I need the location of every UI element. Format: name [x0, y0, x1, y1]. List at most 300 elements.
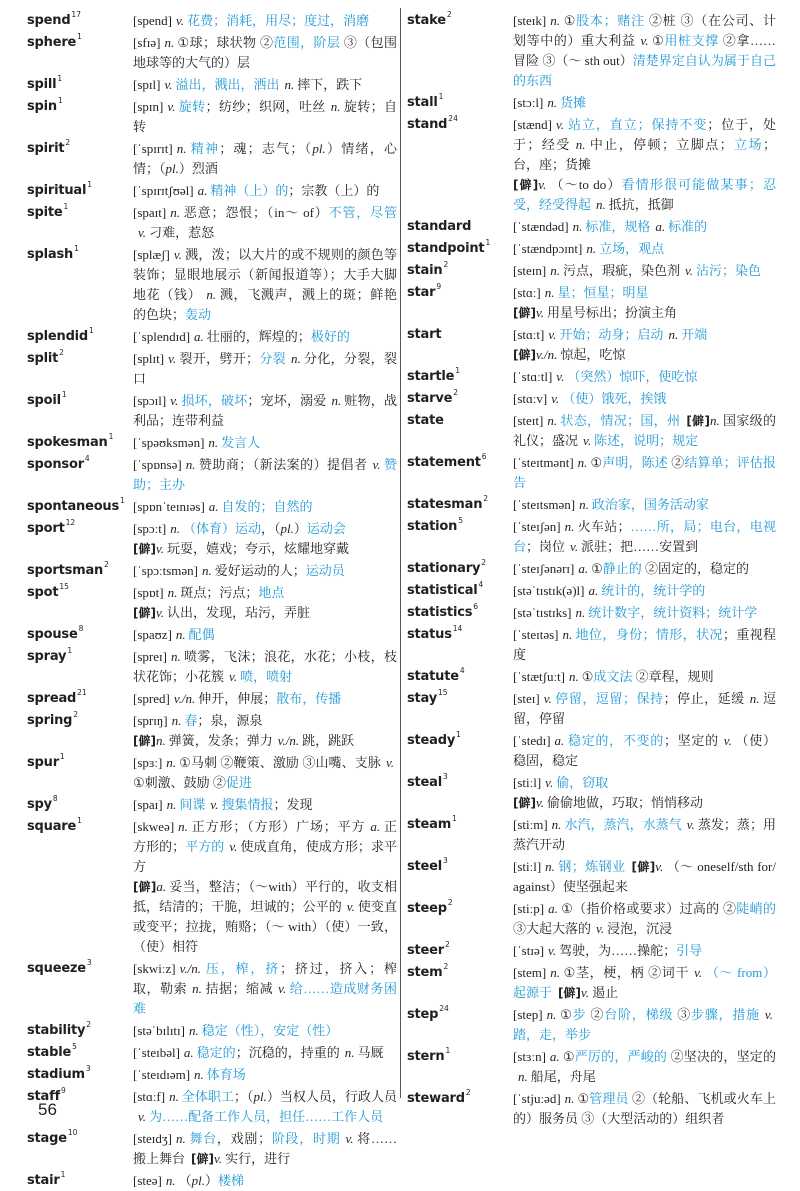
- highlighted-definition: 步: [572, 1007, 587, 1022]
- sense-line: [133, 959, 397, 1019]
- definition-text: 分化，分裂，裂口: [133, 351, 397, 386]
- headword: stay: [407, 691, 437, 706]
- frequency-count: 1: [108, 432, 114, 441]
- part-of-speech: n.: [170, 205, 180, 220]
- headword-cell: [407, 1047, 513, 1067]
- headword-cell: [407, 857, 513, 877]
- headword: steady: [407, 733, 456, 748]
- definition-text: （～to do）: [549, 177, 622, 192]
- part-of-speech: v.: [155, 541, 165, 556]
- phonetic: [stəˈtɪstɪk(ə)l]: [513, 583, 585, 598]
- part-of-speech: a.: [156, 879, 167, 894]
- definition-text: 喷雾，飞沫；浪花，水花；小枝，枝状花饰；小花簇: [133, 649, 397, 684]
- dictionary-entry: [407, 11, 776, 91]
- headword: spokesman: [27, 435, 108, 450]
- frequency-count: 6: [473, 602, 479, 611]
- headword-cell: [27, 753, 133, 773]
- highlighted-definition: 地位，身份；情形，状况: [575, 627, 723, 642]
- frequency-count: 1: [60, 1170, 66, 1179]
- phonetic: [ˈstætʃuːt]: [513, 669, 565, 684]
- highlighted-definition: 结算单；评估报告: [513, 455, 776, 490]
- part-of-speech: n.: [175, 627, 186, 642]
- headword-cell: [27, 75, 133, 95]
- headword: spin: [27, 99, 57, 114]
- headword-cell: [407, 367, 513, 387]
- headword-cell: [407, 559, 513, 579]
- frequency-count: 10: [67, 1128, 78, 1137]
- headword: sphere: [27, 35, 77, 50]
- part-of-speech: v.: [538, 177, 547, 192]
- headword-cell: [407, 689, 513, 709]
- definition-cell: [133, 519, 397, 559]
- headword-cell: [27, 689, 133, 709]
- definition-cell: [513, 559, 776, 579]
- definition-text: ）当权人员，行政人员: [266, 1089, 397, 1104]
- frequency-count: 4: [478, 580, 484, 589]
- frequency-count: 1: [89, 326, 94, 335]
- headword: sponsor: [27, 457, 84, 472]
- definition-text: （使）稳固，稳定: [513, 733, 776, 768]
- phonetic: [spɜː]: [133, 755, 163, 770]
- sense-line: [133, 391, 397, 431]
- headword-cell: [27, 625, 133, 645]
- headword: spoil: [27, 393, 61, 408]
- part-of-speech: a.: [655, 219, 666, 234]
- frequency-count: 3: [85, 1064, 91, 1073]
- sense-line: [133, 877, 397, 957]
- definition-cell: [133, 245, 397, 325]
- dictionary-entry: [27, 97, 397, 137]
- definition-text: 船尾，舟尾: [530, 1069, 596, 1084]
- headword-cell: [407, 93, 513, 113]
- headword-cell: [27, 561, 133, 581]
- headword-cell: [407, 1089, 513, 1109]
- definition-text: ；坚定的: [663, 733, 719, 748]
- headword: stall: [407, 95, 438, 110]
- phonetic: [stəˈtɪstɪks]: [513, 605, 572, 620]
- definition-text: ①马刺 ②鞭策、激励 ③山嘴、支脉: [179, 755, 381, 770]
- dictionary-entry: [27, 203, 397, 243]
- headword: spouse: [27, 627, 78, 642]
- frequency-count: 9: [61, 1086, 66, 1095]
- definition-text: ①: [590, 455, 603, 470]
- definition-cell: [513, 963, 776, 1003]
- headword: squeeze: [27, 961, 86, 976]
- part-of-speech: n.: [171, 713, 182, 728]
- definition-text: ；位于，处于；经受: [513, 117, 776, 152]
- definition-text: ②章程，规则: [632, 669, 714, 684]
- phonetic: [spɔːt]: [133, 521, 167, 536]
- headword: standpoint: [407, 241, 485, 256]
- highlighted-definition: 标准，规格: [585, 219, 651, 234]
- rare-sense-tag: [僻]: [513, 178, 539, 192]
- sense-line: [133, 1021, 397, 1041]
- definition-text: 火车站；: [577, 519, 631, 534]
- frequency-count: 1: [87, 180, 93, 189]
- highlighted-definition: 清楚界定自认为属于自己的东西: [513, 53, 776, 88]
- part-of-speech: v.: [173, 247, 182, 262]
- sense-line: [133, 181, 397, 201]
- highlighted-definition: 舞台: [188, 1131, 217, 1146]
- right-column: [407, 10, 776, 1126]
- definition-cell: [133, 433, 397, 453]
- definition-text: ）: [205, 1173, 219, 1188]
- part-of-speech: n.: [575, 137, 586, 152]
- definition-cell: [513, 325, 776, 365]
- highlighted-definition: 地点: [258, 585, 285, 600]
- headword-cell: [407, 603, 513, 623]
- phonetic: [spred]: [133, 691, 170, 706]
- highlighted-definition: （～ from）起源于: [513, 965, 776, 1000]
- highlighted-definition: 不管，尽管: [328, 205, 397, 220]
- part-of-speech: n.: [165, 1173, 176, 1188]
- part-of-speech: a.: [548, 901, 558, 916]
- part-of-speech: v.: [640, 33, 649, 48]
- headword-cell: [27, 139, 133, 159]
- definition-text: 斑点；污点；: [180, 585, 259, 600]
- definition-cell: [133, 625, 397, 645]
- part-of-speech: n.: [668, 327, 679, 342]
- part-of-speech: n.: [166, 797, 177, 812]
- highlighted-definition: 引导: [676, 943, 703, 958]
- dictionary-entry: [407, 389, 776, 409]
- italic-label: pl.: [253, 1089, 267, 1104]
- dictionary-entry: [27, 327, 397, 347]
- dictionary-entry: [27, 1065, 397, 1085]
- part-of-speech: v.: [385, 755, 394, 770]
- phonetic: [ˈstɑːtl]: [513, 369, 553, 384]
- headword: standard: [407, 219, 472, 234]
- dictionary-entry: [27, 181, 397, 201]
- headword-cell: [27, 1171, 133, 1191]
- sense-line: [133, 203, 397, 243]
- definition-text: ；宗教（上）的: [288, 183, 380, 198]
- headword: stair: [27, 1173, 60, 1188]
- definition-cell: [133, 33, 397, 73]
- dictionary-entry: [407, 581, 776, 601]
- part-of-speech: n.: [551, 817, 562, 832]
- highlighted-definition: 看情形很可能做某事；忍受，经受得起: [513, 177, 776, 212]
- highlighted-definition: 踏，走，举步: [513, 1027, 592, 1042]
- part-of-speech: v.: [556, 117, 565, 132]
- dictionary-entry: [407, 941, 776, 961]
- sense-line: [513, 495, 776, 515]
- frequency-count: 2: [453, 388, 459, 397]
- headword-cell: [407, 625, 513, 645]
- highlighted-definition: 股本；赌注: [576, 13, 645, 28]
- frequency-count: 2: [73, 710, 79, 719]
- definition-text: ；（: [233, 1089, 254, 1104]
- frequency-count: 1: [455, 366, 461, 375]
- headword: steep: [407, 901, 447, 916]
- headword: spy: [27, 797, 52, 812]
- part-of-speech: v.: [548, 327, 557, 342]
- headword: steam: [407, 817, 452, 832]
- part-of-speech: v.: [168, 351, 177, 366]
- headword: spite: [27, 205, 63, 220]
- frequency-count: 2: [445, 940, 450, 949]
- phonetic: [ˈsteɪʃən]: [513, 519, 561, 534]
- phonetic: [stiːp]: [513, 901, 545, 916]
- sense-line: [513, 1047, 776, 1087]
- sense-line: [133, 583, 397, 603]
- frequency-count: 3: [443, 856, 448, 865]
- definition-text: 污点，瑕疵，染色剂: [562, 263, 680, 278]
- frequency-count: 1: [485, 238, 491, 247]
- definition-text: ；沉稳的，持重的: [235, 1045, 340, 1060]
- part-of-speech: n.: [176, 141, 187, 156]
- frequency-count: 24: [448, 114, 458, 123]
- definition-cell: [513, 217, 776, 237]
- frequency-count: 2: [446, 10, 452, 19]
- headword: stand: [407, 117, 448, 132]
- headword: steel: [407, 859, 443, 874]
- part-of-speech: n.: [562, 627, 573, 642]
- sense-line: [133, 1171, 397, 1191]
- phonetic: [ˈsteɪtmənt]: [513, 455, 574, 470]
- headword-cell: [407, 1005, 513, 1025]
- part-of-speech: n.: [550, 263, 560, 278]
- definition-text: ②拿……冒险 ③（～ sth out）: [513, 33, 776, 68]
- sense-line: [513, 367, 776, 387]
- phonetic: [ˈsteɪdɪəm]: [133, 1067, 191, 1082]
- part-of-speech: n.: [194, 1067, 204, 1082]
- dictionary-entry: [407, 731, 776, 771]
- sense-line: [513, 93, 776, 113]
- headword-cell: [27, 647, 133, 667]
- headword-cell: [407, 453, 513, 473]
- definition-text: ②坚决的，坚定的: [667, 1049, 776, 1064]
- definition-cell: [513, 283, 776, 323]
- frequency-count: 1: [445, 1046, 451, 1055]
- headword-cell: [27, 433, 133, 453]
- definition-cell: [513, 857, 776, 897]
- highlighted-definition: 水汽，蒸汽，水蒸气: [564, 817, 682, 832]
- frequency-count: 1: [67, 646, 73, 655]
- phonetic: [spaʊz]: [133, 627, 172, 642]
- headword: spend: [27, 13, 71, 28]
- part-of-speech: v.: [229, 669, 238, 684]
- phonetic: [ˈsteɪtəs]: [513, 627, 559, 642]
- part-of-speech: n.: [189, 1023, 199, 1038]
- definition-text: ；发现: [273, 797, 313, 812]
- headword-cell: [27, 1021, 133, 1041]
- definition-text: ①茎，梗，柄 ②词干: [562, 965, 690, 980]
- frequency-count: 21: [77, 688, 87, 697]
- sense-line: [513, 217, 776, 237]
- highlighted-definition: 配偶: [188, 627, 215, 642]
- phonetic: [ˈspɔːtsmən]: [133, 563, 198, 578]
- highlighted-definition: 台阶，梯级: [604, 1007, 674, 1022]
- definition-cell: [133, 497, 397, 517]
- definition-cell: [133, 1021, 397, 1041]
- part-of-speech: v.: [684, 263, 694, 278]
- part-of-speech: n.: [564, 519, 575, 534]
- phonetic: [spend]: [133, 13, 172, 28]
- definition-text: ①: [562, 13, 577, 28]
- highlighted-definition: 成文法: [593, 669, 633, 684]
- headword-cell: [27, 391, 133, 411]
- dictionary-entry: [407, 963, 776, 1003]
- headword: spread: [27, 691, 77, 706]
- rare-sense-tag: [僻]: [133, 542, 156, 556]
- phonetic: [ˈsteɪʃənərɪ]: [513, 561, 575, 576]
- sense-line: [133, 1043, 397, 1063]
- headword: stern: [407, 1049, 445, 1064]
- definition-text: ②: [586, 1007, 605, 1022]
- highlighted-definition: 自发的；自然的: [221, 499, 313, 514]
- definition-cell: [133, 139, 397, 179]
- frequency-count: 1: [77, 816, 82, 825]
- part-of-speech: n.: [185, 457, 196, 472]
- dictionary-entry: [407, 667, 776, 687]
- definition-text: ②桩 ③（在公司、计划等中的）重大利益: [513, 13, 776, 48]
- definition-cell: [513, 581, 776, 601]
- frequency-count: 1: [59, 752, 65, 761]
- headword: stain: [407, 263, 443, 278]
- part-of-speech: a.: [183, 1045, 194, 1060]
- definition-text: ；泉，源泉: [197, 713, 263, 728]
- highlighted-definition: 阶段，时期: [271, 1131, 341, 1146]
- phonetic: [stem]: [513, 965, 547, 980]
- definition-cell: [513, 411, 776, 451]
- headword: spot: [27, 585, 59, 600]
- definition-cell: [513, 689, 776, 729]
- headword-cell: [407, 581, 513, 601]
- highlighted-definition: 立场，观点: [599, 241, 665, 256]
- dictionary-entry: [407, 625, 776, 665]
- headword-cell: [27, 349, 133, 369]
- highlighted-definition: （使）饿死，挨饿: [562, 391, 667, 406]
- highlighted-definition: 极好的: [310, 329, 350, 344]
- part-of-speech: n.: [518, 1069, 528, 1084]
- part-of-speech: n.: [575, 605, 586, 620]
- headword: split: [27, 351, 59, 366]
- definition-text: 刁难，惹怒: [149, 225, 215, 240]
- headword-cell: [407, 325, 513, 345]
- italic-label: pl.: [191, 1173, 206, 1188]
- highlighted-definition: 步骤，措施: [690, 1007, 760, 1022]
- definition-text: 伸开，伸展；: [198, 691, 277, 706]
- part-of-speech: v.: [176, 13, 185, 28]
- part-of-speech: a.: [370, 819, 381, 834]
- dictionary-entry: [407, 857, 776, 897]
- part-of-speech: v.: [210, 797, 219, 812]
- dictionary-entry: [407, 261, 776, 281]
- frequency-count: 17: [71, 10, 81, 19]
- sense-line: [133, 1087, 397, 1127]
- phonetic: [stɔːl]: [513, 95, 544, 110]
- definition-text: ；挤过，挤入；榨取，勒索: [133, 961, 397, 996]
- frequency-count: 2: [465, 1088, 471, 1097]
- dictionary-entry: [407, 773, 776, 813]
- phonetic: [skweə]: [133, 819, 175, 834]
- sense-line: [513, 731, 776, 771]
- part-of-speech: v.: [167, 99, 176, 114]
- part-of-speech: v.: [229, 839, 238, 854]
- headword-cell: [407, 731, 513, 751]
- definition-text: （: [178, 1173, 192, 1188]
- definition-text: 逗留，停留: [513, 691, 776, 726]
- headword: start: [407, 327, 442, 342]
- highlighted-definition: 政治家，国务活动家: [591, 497, 709, 512]
- highlighted-definition: 稳定的，不变的: [567, 733, 664, 748]
- sense-line: [513, 941, 776, 961]
- part-of-speech: n.: [175, 1131, 186, 1146]
- highlighted-definition: 用桩支撑: [664, 33, 719, 48]
- part-of-speech: n.: [577, 455, 588, 470]
- headword: starve: [407, 391, 453, 406]
- definition-text: 恶意；怨恨；（in～ of）: [182, 205, 329, 220]
- definition-cell: [513, 1005, 776, 1045]
- part-of-speech: a.: [197, 183, 208, 198]
- sense-line: [133, 561, 397, 581]
- highlighted-definition: 管理员: [589, 1091, 629, 1106]
- frequency-count: 15: [59, 582, 69, 591]
- sense-line: [513, 1005, 776, 1045]
- sense-line: [513, 261, 776, 281]
- definition-text: 赞助商；（新法案的）提倡者: [198, 457, 368, 472]
- rare-sense-tag: [僻]: [191, 1152, 214, 1166]
- headword: sport: [27, 521, 65, 536]
- headword-cell: [27, 245, 133, 265]
- dictionary-entry: [27, 647, 397, 687]
- headword: spiritual: [27, 183, 87, 198]
- headword: state: [407, 413, 444, 428]
- sense-line: [133, 327, 397, 347]
- frequency-count: 5: [72, 1042, 77, 1051]
- sense-line: [513, 815, 776, 855]
- frequency-count: 1: [77, 32, 82, 41]
- definition-cell: [513, 239, 776, 259]
- definition-text: ）情绪，心情；（: [133, 141, 397, 176]
- highlighted-definition: 春: [184, 713, 198, 728]
- sense-line: [133, 245, 397, 325]
- part-of-speech: n.: [586, 241, 597, 256]
- highlighted-definition: 星；恒星；明星: [557, 285, 649, 300]
- frequency-count: 1: [74, 244, 79, 253]
- part-of-speech: v.: [164, 77, 173, 92]
- frequency-count: 6: [481, 452, 487, 461]
- definition-text: 派驻；把……安置到: [581, 539, 699, 554]
- definition-cell: [513, 517, 776, 557]
- dictionary-entry: [27, 349, 397, 389]
- definition-cell: [133, 561, 397, 581]
- sense-line: [133, 433, 397, 453]
- definition-cell: [513, 1089, 776, 1129]
- definition-text: ①: [559, 1007, 573, 1022]
- phonetic: [steə]: [133, 1173, 162, 1188]
- dictionary-entry: [407, 517, 776, 557]
- definition-cell: [133, 75, 397, 95]
- definition-text: ①: [651, 33, 665, 48]
- definition-text: ①（指价格或要求）过高的 ②: [560, 901, 737, 916]
- headword: stability: [27, 1023, 86, 1038]
- definition-cell: [513, 773, 776, 813]
- highlighted-definition: ……所，局；电台，电视台: [513, 519, 776, 554]
- headword-cell: [407, 899, 513, 919]
- part-of-speech: v.: [345, 1131, 354, 1146]
- headword: startle: [407, 369, 455, 384]
- headword: spirit: [27, 141, 65, 156]
- part-of-speech: n.: [596, 197, 606, 212]
- frequency-count: 1: [452, 814, 457, 823]
- sense-line: [133, 11, 397, 31]
- definition-text: 跳，跳跃: [302, 733, 355, 748]
- phonetic: [steɪn]: [513, 263, 547, 278]
- frequency-count: 5: [458, 516, 463, 525]
- frequency-count: 1: [120, 496, 125, 505]
